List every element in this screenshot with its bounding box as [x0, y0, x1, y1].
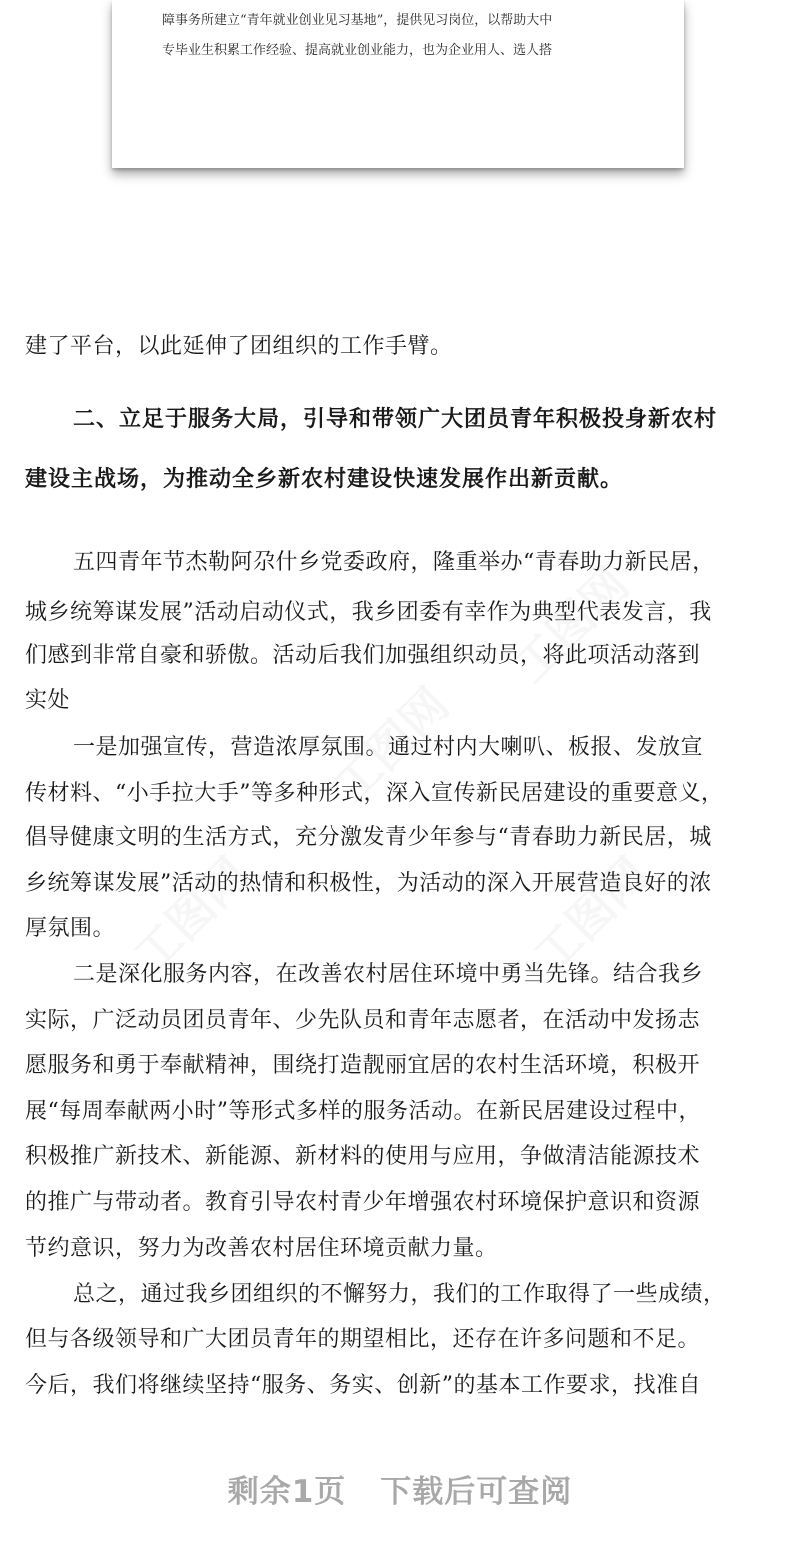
- previous-page-preview: [112, 0, 684, 168]
- doc-line: 传材料、“小手拉大手”等多种形式，深入宣传新民居建设的重要意义，: [25, 781, 724, 806]
- doc-line: 实际，广泛动员团员青年、少先队员和青年志愿者，在活动中发扬志: [25, 1008, 701, 1033]
- doc-line: 但与各级领导和广大团员青年的期望相比，还存在许多问题和不足。: [25, 1327, 701, 1352]
- doc-line: 们感到非常自豪和骄傲。活动后我们加强组织动员，将此项活动落到: [25, 643, 701, 668]
- doc-line: 厚氛围。: [25, 916, 116, 941]
- preview-line-2: 专毕业生积累工作经验、提高就业创业能力，也为企业用人、选人搭: [162, 43, 553, 58]
- doc-line: 城乡统筹谋发展”活动启动仪式，我乡团委有幸作为典型代表发言，我: [25, 600, 712, 625]
- doc-line: 今后，我们将继续坚持“服务、务实、创新”的基本工作要求，找准自: [25, 1373, 701, 1398]
- preview-line-1: 障事务所建立“青年就业创业见习基地”，提供见习岗位，以帮助大中: [162, 13, 553, 28]
- doc-line: 二是深化服务内容，在改善农村居住环境中勇当先锋。结合我乡: [73, 962, 704, 987]
- doc-line: 乡统筹谋发展”活动的热情和积极性，为活动的深入开展营造良好的浓: [25, 871, 712, 896]
- remaining-pages-label: 剩余1页: [227, 1474, 347, 1510]
- doc-line: 展“每周奉献两小时”等形式多样的服务活动。在新民居建设过程中，: [25, 1099, 701, 1124]
- doc-line: 建了平台，以此延伸了团组织的工作手臂。: [25, 334, 453, 359]
- doc-line: 的推广与带动者。教育引导农村青少年增强农村环境保护意识和资源: [25, 1190, 701, 1215]
- doc-line: 节约意识，努力为改善农村居住环境贡献力量。: [25, 1236, 498, 1261]
- doc-line: 积极推广新技术、新能源、新材料的使用与应用，争做清洁能源技术: [25, 1144, 701, 1169]
- download-to-view-link[interactable]: 下载后可查阅: [380, 1474, 573, 1510]
- doc-line: 实处: [25, 688, 71, 713]
- section-heading-line: 二、立足于服务大局，引导和带领广大团员青年积极投身新农村: [73, 407, 718, 432]
- doc-line: 五四青年节杰勒阿尕什乡党委政府，隆重举办“青春助力新民居，: [73, 550, 715, 575]
- doc-line: 一是加强宣传，营造浓厚氛围。通过村内大喇叭、板报、发放宣: [73, 735, 704, 760]
- doc-line: 愿服务和勇于奉献精神，围绕打造靓丽宜居的农村生活环境，积极开: [25, 1053, 701, 1078]
- doc-line: 倡导健康文明的生活方式，充分激发青少年参与“青春助力新民居，城: [25, 825, 712, 850]
- section-heading-line: 建设主战场，为推动全乡新农村建设快速发展作出新贡献。: [25, 467, 624, 492]
- doc-line: 总之，通过我乡团组织的不懈努力，我们的工作取得了一些成绩，: [73, 1282, 726, 1307]
- download-prompt[interactable]: [0, 1466, 800, 1511]
